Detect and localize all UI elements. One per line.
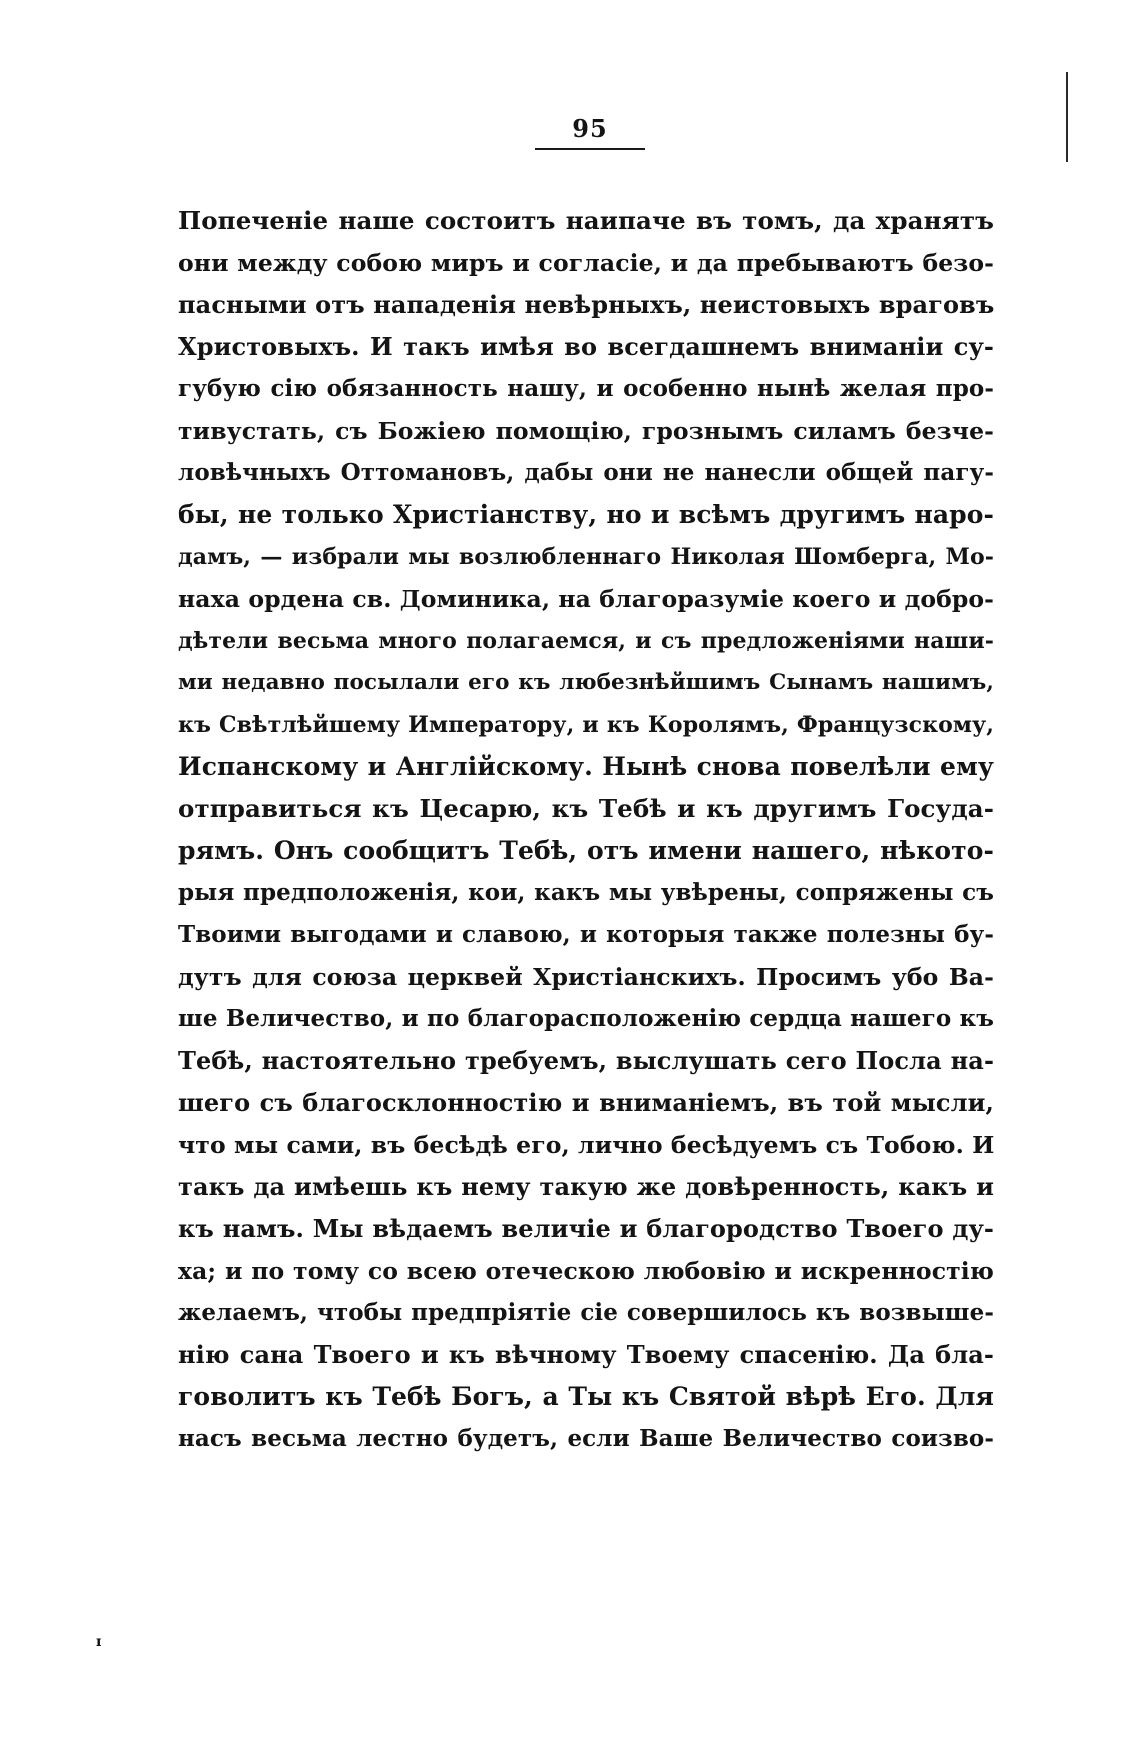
text-line: Твоими выгодами и славою, и которыя также полезны бу- <box>178 921 994 948</box>
text-line: къ намъ. Мы вѣдаемъ величіе и благородство Твоего ду- <box>178 1214 994 1243</box>
text-line: Тебѣ, настоятельно требуемъ, выслушать сего Посла на- <box>178 1046 994 1075</box>
text-line: ловѣчныхъ Оттомановъ, дабы они не нанесли общей пагу- <box>178 459 994 486</box>
text-line: они между собою миръ и согласіе, и да пребываютъ безо- <box>178 249 994 277</box>
text-line: дутъ для союза церквей Христіанскихъ. Просимъ убо Ва- <box>178 963 994 991</box>
body-text <box>178 200 994 1460</box>
text-line: отправиться къ Цесарю, къ Тебѣ и къ другимъ Госуда- <box>178 794 994 823</box>
text-line: губую сію обязанность нашу, и особенно нынѣ желая про- <box>178 375 994 402</box>
corner-mark: ɪ <box>96 1634 102 1650</box>
text-line: Попеченіе наше состоитъ наипаче въ томъ, да хранятъ <box>178 206 994 235</box>
text-line: дѣтели весьма много полагаемся, и съ предложеніями наши- <box>178 628 994 654</box>
text-line: дамъ, — избрали мы возлюбленнаго Николая Шомберга, Мо- <box>178 544 994 570</box>
text-line: говолитъ къ Тебѣ Богъ, а Ты къ Святой вѣрѣ Его. Для <box>178 1382 994 1411</box>
text-line: шего съ благосклонностію и вниманіемъ, въ той мысли, <box>178 1088 994 1117</box>
text-line: что мы сами, въ бесѣдѣ его, лично бесѣдуемъ съ Тобою. И <box>178 1131 995 1159</box>
text-line: насъ весьма лестно будетъ, если Ваше Величество соизво- <box>178 1425 994 1452</box>
text-line: Христовыхъ. И такъ имѣя во всегдашнемъ вниманіи су- <box>178 332 994 361</box>
text-line: бы, не только Христіанству, но и всѣмъ другимъ наро- <box>178 500 994 529</box>
page-edge-mark <box>1066 72 1068 162</box>
text-line: рыя предположенія, кои, какъ мы увѣрены, сопряжены съ <box>178 879 994 906</box>
text-line: Испанскому и Англійскому. Нынѣ снова повелѣли ему <box>178 752 994 781</box>
text-line: такъ да имѣешь къ нему такую же довѣренность, какъ и <box>178 1172 994 1201</box>
text-line: ха; и по тому со всею отеческою любовію и искренностію <box>178 1257 994 1285</box>
text-line: пасными отъ нападенія невѣрныхъ, неистовыхъ враговъ <box>178 290 995 319</box>
text-line: тивустать, съ Божіею помощію, грознымъ силамъ безче- <box>178 417 994 445</box>
text-line: желаемъ, чтобы предпріятіе сіе совершилось къ возвыше- <box>178 1299 994 1326</box>
text-line: ше Величество, и по благорасположенію сердца нашего къ <box>178 1005 994 1032</box>
text-line: рямъ. Онъ сообщитъ Тебѣ, отъ имени нашего, нѣкото- <box>178 836 994 865</box>
page-number-rule <box>535 148 645 150</box>
text-line: наха ордена св. Доминика, на благоразуміе коего и добро- <box>178 585 995 613</box>
text-line: къ Свѣтлѣйшему Императору, и къ Королямъ, Французскому, <box>178 712 994 738</box>
page-number: 95 <box>572 114 608 143</box>
text-line: ми недавно посылали его къ любезнѣйшимъ Сынамъ нашимъ, <box>178 670 994 695</box>
text-line: нію сана Твоего и къ вѣчному Твоему спасенію. Да бла- <box>178 1340 994 1369</box>
